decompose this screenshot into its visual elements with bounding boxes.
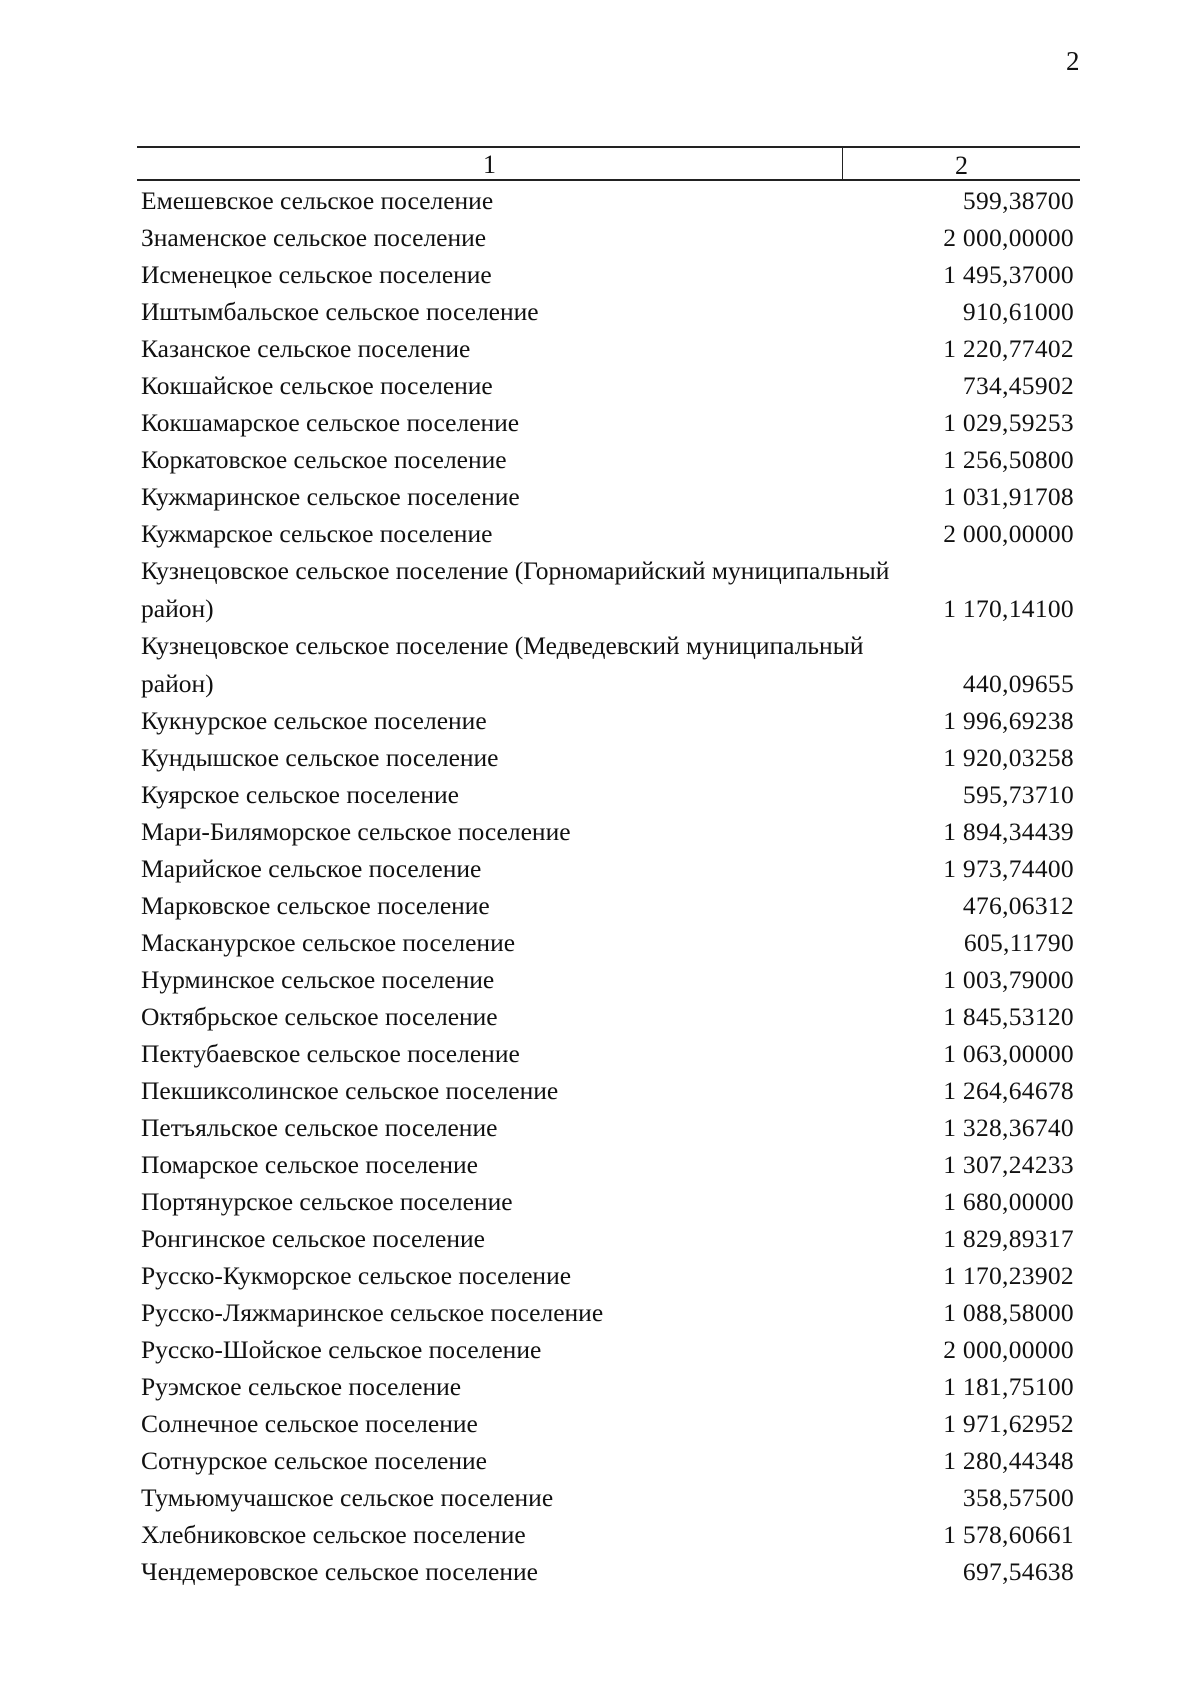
settlement-amount: 1 181,75100 [943,1372,1074,1401]
settlement-name: Марийское сельское поселение [141,854,482,883]
settlement-amount: 1 256,50800 [943,445,1074,474]
settlement-amount: 1 680,00000 [943,1187,1074,1216]
table-row [137,441,1080,478]
settlement-name: Руэмское сельское поселение [141,1372,462,1401]
table-row [137,1220,1080,1257]
table-body [137,181,1080,1590]
settlement-name: Нурминское сельское поселение [141,965,495,994]
settlement-name: Кукнурское сельское поселение [141,706,487,735]
settlement-name: Чендемеровское сельское поселение [141,1557,538,1586]
table-row [137,702,1080,739]
settlement-name: Сотнурское сельское поселение [141,1446,487,1475]
table-row [137,1553,1080,1590]
settlement-name: Октябрьское сельское поселение [141,1002,498,1031]
settlement-name: Мари-Биляморское сельское поселение [141,817,571,846]
table-row [137,924,1080,961]
settlement-amount: 697,54638 [962,1557,1074,1586]
table-row [137,552,1080,627]
table-row [137,293,1080,330]
settlement-amount: 1 996,69238 [943,706,1074,735]
settlement-amount: 1 307,24233 [943,1150,1074,1179]
settlement-amount: 1 063,00000 [943,1039,1074,1068]
settlement-name: Емешевское сельское поселение [141,186,494,215]
column-header-1: 1 [137,148,843,179]
table-row [137,1257,1080,1294]
settlement-amount: 1 829,89317 [943,1224,1074,1253]
settlement-name: Кокшайское сельское поселение [141,371,493,400]
table-row [137,850,1080,887]
table-row [137,1146,1080,1183]
table-row [137,182,1080,219]
settlement-name: Тумьюмучашское сельское поселение [141,1483,554,1512]
settlement-amount: 1 264,64678 [943,1076,1074,1105]
table-row [137,998,1080,1035]
settlement-name: Петъяльское сельское поселение [141,1113,498,1142]
settlement-name: Кокшамарское сельское поселение [141,408,520,437]
settlements-table [137,146,1080,1590]
settlement-name: Кузнецовское сельское поселение (Медведевский муниципальный район) [141,631,864,698]
table-row [137,1368,1080,1405]
settlement-name: Кузнецовское сельское поселение (Горномарийский муниципальный район) [141,556,890,623]
settlement-amount: 1 170,23902 [943,1261,1074,1290]
settlement-amount: 1 170,14100 [943,593,1074,623]
table-row [137,515,1080,552]
table-row [137,404,1080,441]
table-row [137,1331,1080,1368]
settlement-amount: 1 220,77402 [943,334,1074,363]
settlement-name: Кужмаринское сельское поселение [141,482,520,511]
settlement-amount: 1 029,59253 [943,408,1074,437]
settlement-name: Кужмарское сельское поселение [141,519,493,548]
settlement-amount: 358,57500 [962,1483,1074,1512]
settlement-name: Русско-Ляжмаринское сельское поселение [141,1298,604,1327]
settlement-amount: 605,11790 [963,928,1074,957]
table-row [137,1516,1080,1553]
table-row [137,478,1080,515]
settlement-amount: 1 578,60661 [943,1520,1074,1549]
table-row [137,961,1080,998]
settlement-amount: 1 495,37000 [943,260,1074,289]
settlement-amount: 440,09655 [962,668,1074,698]
table-row [137,1109,1080,1146]
table-row [137,1294,1080,1331]
settlement-amount: 1 845,53120 [943,1002,1074,1031]
settlement-amount: 476,06312 [962,891,1074,920]
settlement-amount: 734,45902 [962,371,1074,400]
table-row [137,1479,1080,1516]
settlement-amount: 1 973,74400 [943,854,1074,883]
settlement-name: Знаменское сельское поселение [141,223,487,252]
settlement-name: Русско-Шойское сельское поселение [141,1335,542,1364]
settlement-amount: 599,38700 [962,186,1074,215]
settlement-name: Портянурское сельское поселение [141,1187,513,1216]
settlement-name: Хлебниковское сельское поселение [141,1520,526,1549]
settlement-name: Казанское сельское поселение [141,334,471,363]
settlement-amount: 2 000,00000 [943,1335,1074,1364]
settlement-amount: 1 088,58000 [943,1298,1074,1327]
settlement-amount: 1 280,44348 [943,1446,1074,1475]
settlement-name: Исменецкое сельское поселение [141,260,492,289]
settlement-amount: 2 000,00000 [943,223,1074,252]
page-number: 2 [1066,46,1080,76]
table-row [137,1442,1080,1479]
table-row [137,1035,1080,1072]
settlement-amount: 595,73710 [962,780,1074,809]
settlement-amount: 1 031,91708 [943,482,1074,511]
settlement-amount: 1 894,34439 [943,817,1074,846]
settlement-name: Пектубаевское сельское поселение [141,1039,520,1068]
settlement-name: Пекшиксолинское сельское поселение [141,1076,559,1105]
table-row [137,330,1080,367]
table-row [137,1072,1080,1109]
settlement-name: Марковское сельское поселение [141,891,490,920]
table-row [137,1183,1080,1220]
table-row [137,256,1080,293]
settlement-amount: 1 971,62952 [943,1409,1074,1438]
table-row [137,367,1080,404]
table-row [137,1405,1080,1442]
settlement-amount: 1 920,03258 [943,743,1074,772]
table-row [137,219,1080,256]
table-row [137,739,1080,776]
settlement-name: Иштымбальское сельское поселение [141,297,539,326]
settlement-name: Коркатовское сельское поселение [141,445,507,474]
table-row [137,776,1080,813]
settlement-name: Солнечное сельское поселение [141,1409,478,1438]
settlement-name: Куярское сельское поселение [141,780,459,809]
settlement-amount: 1 328,36740 [943,1113,1074,1142]
column-header-2: 2 [955,151,968,180]
table-header [137,146,1080,181]
settlement-name: Масканурское сельское поселение [141,928,516,957]
table-row [137,887,1080,924]
table-row [137,813,1080,850]
settlement-amount: 1 003,79000 [943,965,1074,994]
settlement-name: Русско-Кукморское сельское поселение [141,1261,572,1290]
settlement-name: Кундышское сельское поселение [141,743,499,772]
settlement-amount: 2 000,00000 [943,519,1074,548]
settlement-amount: 910,61000 [962,297,1074,326]
settlement-name: Ронгинское сельское поселение [141,1224,485,1253]
settlement-name: Помарское сельское поселение [141,1150,478,1179]
table-row [137,627,1080,702]
